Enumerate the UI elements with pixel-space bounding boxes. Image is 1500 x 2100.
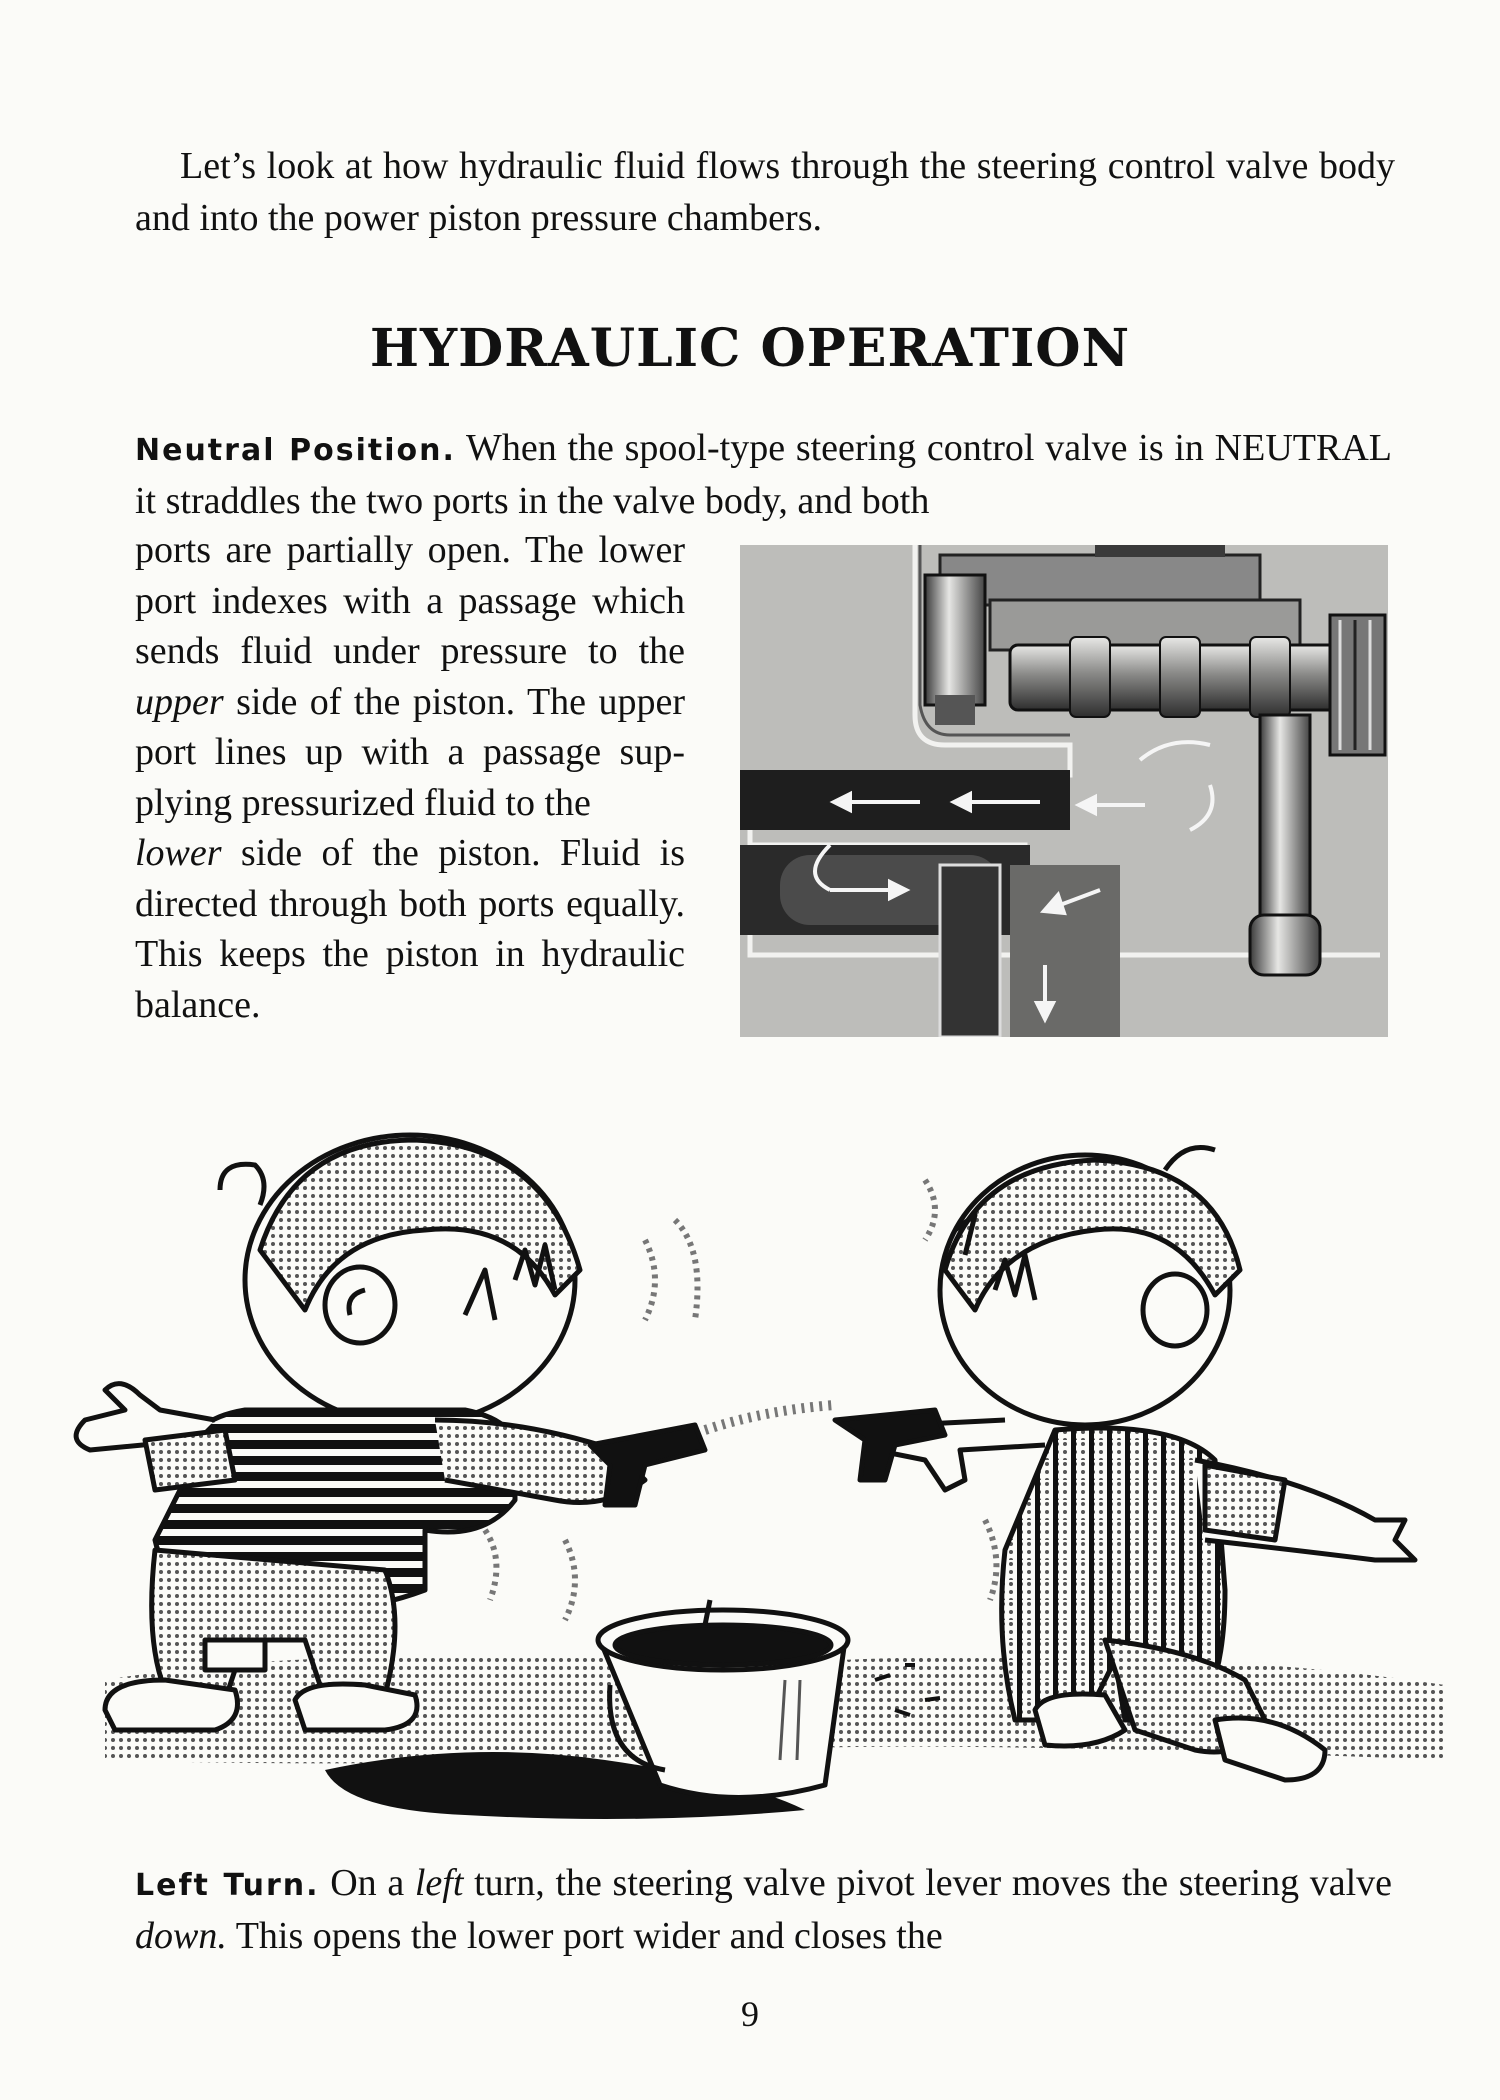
emphasis-upper: upper: [135, 680, 224, 723]
valve-cutaway-photo: [740, 545, 1388, 1037]
emphasis-down: down.: [135, 1915, 227, 1957]
emphasis-left: left: [414, 1862, 464, 1904]
neutral-col-text-3: side of the piston. Fluid is directed through both ports equally. This keeps the piston in hydraulic balance.: [135, 832, 685, 1026]
left-turn-paragraph: [135, 1858, 1392, 1962]
left-turn-text-2: turn, the steering valve pivot lever moves the steering valve: [474, 1862, 1393, 1904]
neutral-runin-heading: Neutral Position.: [135, 433, 456, 468]
section-heading: HYDRAULIC OPERATION: [369, 318, 1131, 379]
left-turn-text-1: On a: [330, 1862, 405, 1904]
intro-paragraph: Let’s look at how hydraulic fluid flows through the steering control valve body and into the power piston pressure chambers.: [135, 145, 1395, 239]
squirt-gun-cartoon: [45, 1120, 1455, 1820]
neutral-paragraph-top: [135, 423, 1392, 527]
left-turn-text-3: This opens the lower port wider and closes the: [235, 1915, 943, 1957]
neutral-col-text-2: side of the piston. The upper port lines up with a passage supplying pressurized fluid to the: [135, 680, 686, 824]
page-number: 9: [741, 1994, 759, 2034]
emphasis-lower: lower: [135, 832, 222, 874]
left-turn-runin-heading: Left Turn.: [135, 1868, 320, 1903]
neutral-text-top: When the spool-type steering control valve is in NEUTRAL it straddles the two ports in the valve body, and both: [135, 427, 1392, 522]
neutral-paragraph-column: [135, 525, 685, 1030]
valve-cutaway-illustration: [740, 545, 1388, 1037]
neutral-col-text-1: ports are partially open. The lower port indexes with a passage which sends fluid under pressure to the: [135, 529, 685, 672]
cartoon-illustration: [45, 1120, 1455, 1820]
